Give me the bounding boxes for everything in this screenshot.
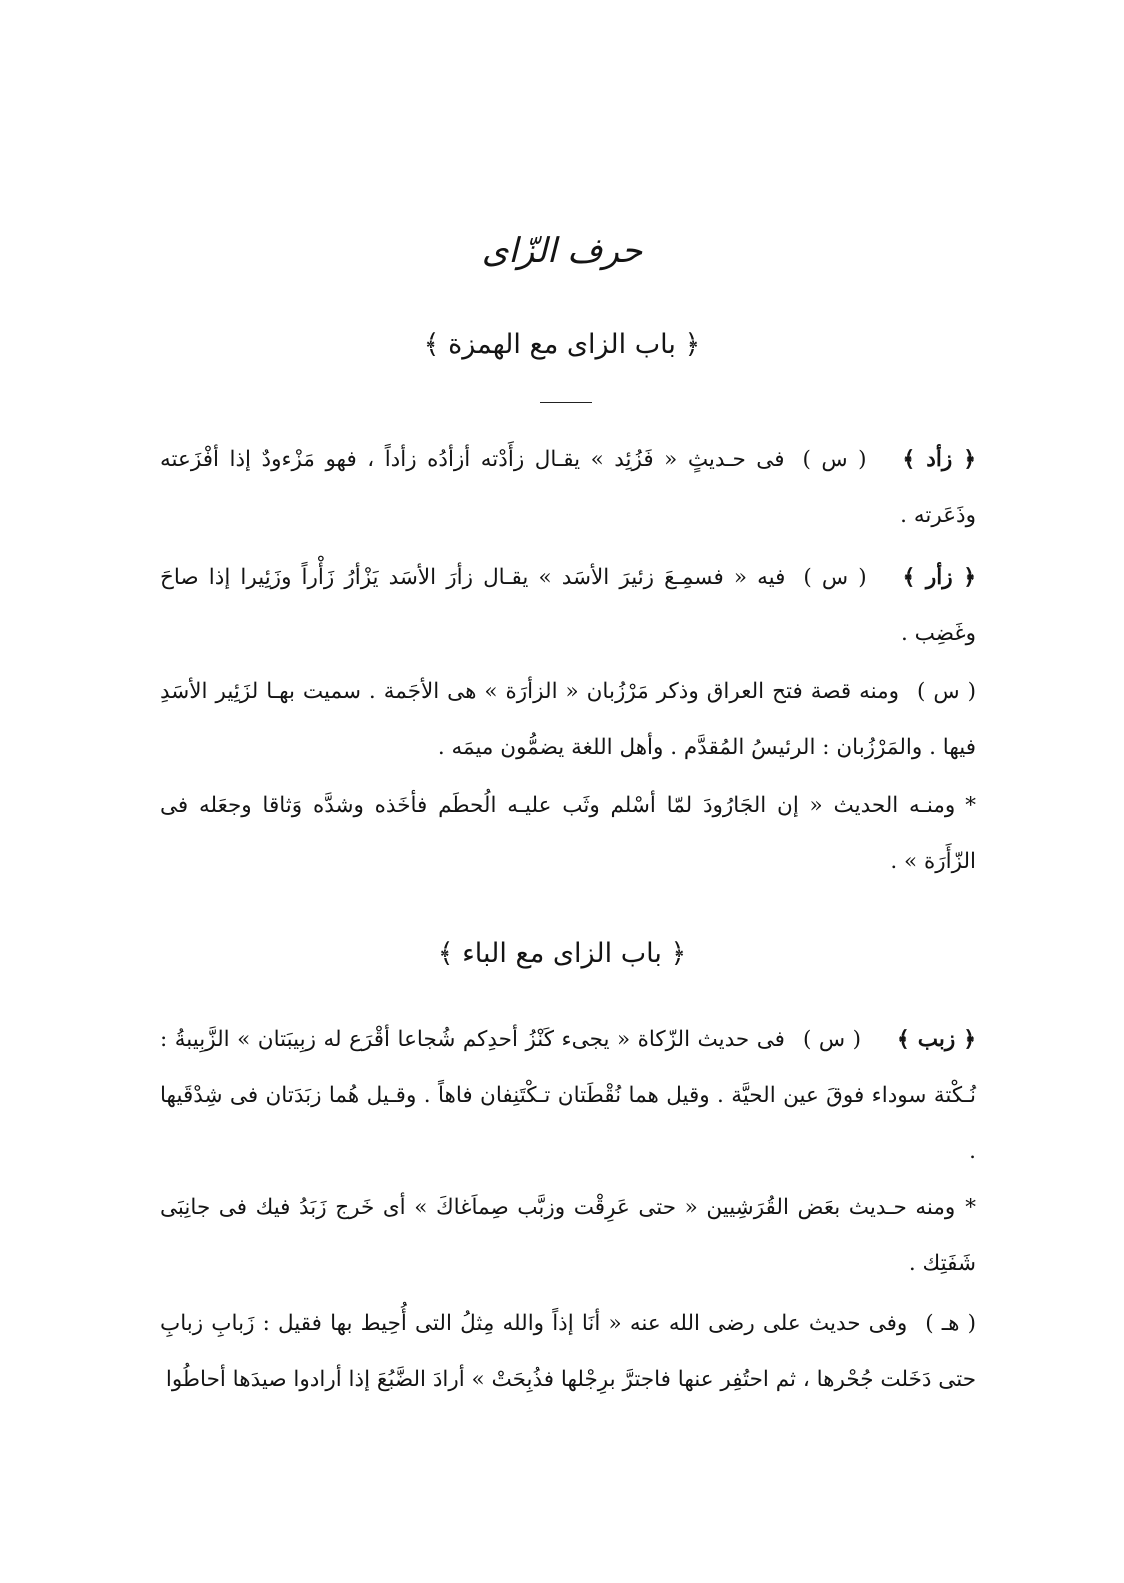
page-title: حرف الزّاى — [481, 231, 643, 271]
entry-text: ومنه حـديث بعَض القُرَشِيين « حتى عَرِقْت وزبَّب صِماَغاكَ » أى خَرج زَبَدُ فيك فى جانِبَى شَفَتِك . — [160, 1195, 976, 1276]
section-heading-hamza: ﴿ باب الزاى مع الهمزة ﴾ — [423, 329, 701, 360]
divider-rule — [540, 402, 592, 403]
entry-source-mark: ( س ) — [803, 565, 867, 590]
entry-source-mark: ( س ) — [917, 679, 976, 704]
entry-qurashi — [160, 1180, 976, 1292]
entry-star-mark: * — [965, 793, 976, 818]
entry-zaad — [160, 432, 976, 544]
entry-text: ومنـه الحديث « إن الجَارُودَ لمّا أسْلم وثَب عليـه الُحطَم فأخَذه وشدَّه وَثاقا وجعَله فى الزّأَرَة » . — [160, 793, 976, 874]
entry-lemma: ﴿ زأد ﴾ — [902, 447, 976, 472]
entry-zaara — [160, 664, 976, 776]
entry-source-mark: ( س ) — [802, 1027, 861, 1052]
entry-text: فيه « فسمِـعَ زئيرَ الأسَد » يقـال زأرَ الأسَد يَزْأرُ زَأْراً وزَئِيرا إذا صاحَ وغَضِب . — [160, 565, 976, 646]
entry-star-mark: * — [965, 1195, 976, 1220]
entry-source-mark: ( هـ ) — [925, 1311, 976, 1336]
entry-text: وفى حديث على رضى الله عنه « أنَا إذاً والله مِثلُ التى أُحِيط بها فقيل : زَبابِ زبابِ حتى دَخَلت جُحْرها ، ثم احتُفِر عنها فاجترَّ برِجْلها فذُبِحَتْ » أرادَ الضَّبُعَ إذا أرادوا صيدَها أحاطُوا — [160, 1311, 976, 1392]
entry-lemma: ﴿ زبب ﴾ — [896, 1027, 976, 1052]
entry-jarud — [160, 778, 976, 890]
entry-lemma: ﴿ زأر ﴾ — [902, 565, 976, 590]
entry-ali — [160, 1296, 976, 1408]
entry-source-mark: ( س ) — [802, 447, 867, 472]
entry-zabab — [160, 1012, 976, 1180]
entry-text: ومنه قصة فتح العراق وذكر مَرْزُبان « الزأرَة » هى الأجَمة . سميت بهـا لزَئِير الأسَدِ فيها . والمَرْزُبان : الرئيسُ المُقدَّم . وأهل اللغة يضمُّون ميمَه . — [160, 679, 976, 760]
entry-text: فى حديث الزّكاة « يجىء كَنْزُ أحدِكم شُجاعا أقْرَع له زبِيبَتان » الزَّبِيبةُ : نُـكْتة سوداء فوقَ عين الحيَّة . وقيل هما نُقْطَتان تـكْتَنِفان فاهاً . وقـيل هُما زبَدَتان فى شِدْقَيها . — [160, 1027, 976, 1164]
section-heading-baa: ﴿ باب الزاى مع الباء ﴾ — [437, 938, 687, 969]
entry-zaar — [160, 550, 976, 662]
entry-text: فى حـديثٍ « فَزُئِد » يقـال زأَدْته أزأدُه زأداً ، فهو مَزْءودٌ إذا أفْزَعته وذَعَرته . — [160, 447, 976, 528]
